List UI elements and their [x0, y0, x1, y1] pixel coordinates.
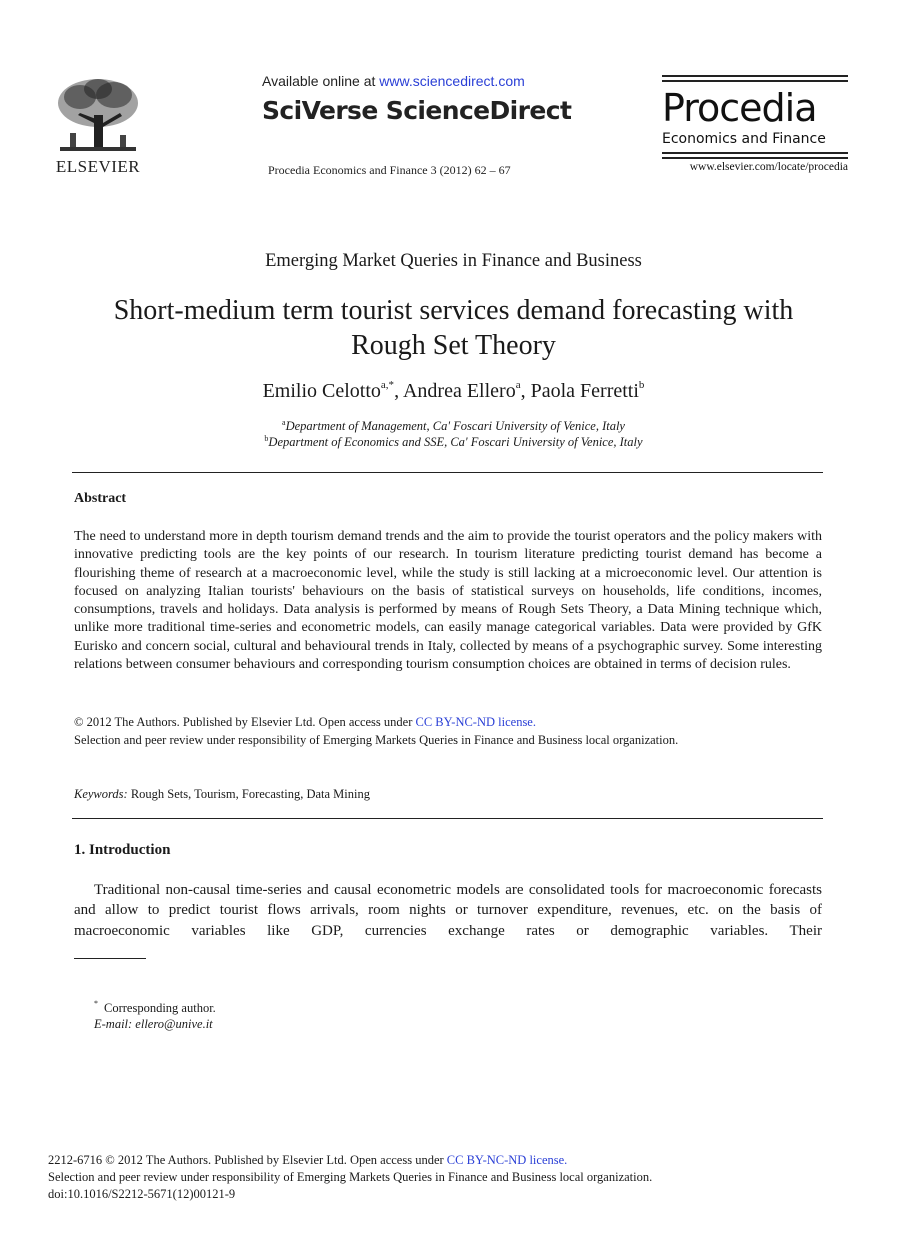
keywords-line — [74, 787, 370, 802]
license-link[interactable]: CC BY-NC-ND license. — [415, 715, 536, 729]
abstract-body: The need to understand more in depth tourism demand trends and the aim to provide the tourist operators and the policy makers with innovative predicting tools are the key points of our research. In tourism literature predicting tourist demand has become a flourishing theme of research at a macroeconomic level, while the study is still lacking at a microeconomic level. Our attention is focused on analyzing Italian tourists' behaviours on the basis of statistical surveys on households, life conditions, incomes, consumptions, travels and holidays. Data analysis is performed by means of Rough Sets Theory, a Data Mining technique which, unlike more traditional time-series and econometric models, can easily manage categorical variables. Data were provided by GfK Eurisko and concern social, cultural and behavioural trends in Italy, collected by means of a psychographic survey. Some interesting relations between consumer behaviours and corresponding tourism consumption choices are obtained in terms of decision rules. — [74, 529, 822, 673]
bottom-peer-review: Selection and peer review under responsibility of Emerging Markets Queries in Finance and Business local organization. — [48, 1170, 653, 1184]
procedia-title: Procedia — [662, 86, 817, 130]
procedia-top-rule — [662, 75, 848, 82]
doi-line[interactable]: doi:10.1016/S2212-5671(12)00121-9 — [48, 1187, 236, 1201]
affiliation-text: Department of Management, Ca' Foscari University of Venice, Italy — [285, 419, 625, 433]
introduction-body: Traditional non-causal time-series and causal econometric models are consolidated tools for macroeconomic forecasts and allow to predict tourist flows arrivals, room nights or turnover expenditure, revenues, etc. on the basis of macroeconomic variables like GDP, currencies exchange rates or demographic variables. Their — [74, 882, 822, 939]
sciencedirect-link[interactable]: www.sciencedirect.com — [379, 73, 525, 89]
journal-reference: Procedia Economics and Finance 3 (2012) 62 – 67 — [268, 163, 511, 177]
author-affiliation-mark[interactable]: a,* — [380, 379, 395, 391]
copyright-text: © 2012 The Authors. Published by Elsevier Ltd. Open access under — [74, 715, 416, 729]
procedia-journal-logo — [662, 75, 848, 173]
footnote-corresponding — [94, 999, 216, 1016]
abstract-heading: Abstract — [74, 491, 127, 506]
elsevier-wordmark: ELSEVIER — [55, 157, 141, 176]
affiliation-b — [0, 434, 907, 450]
issn-copyright-text: 2212-6716 © 2012 The Authors. Published by Elsevier Ltd. Open access under — [48, 1153, 447, 1167]
author-separator: , — [394, 380, 403, 402]
section-divider — [72, 472, 823, 473]
procedia-subtitle: Economics and Finance — [662, 131, 826, 147]
section-divider — [72, 818, 823, 819]
sciverse-sciencedirect-logo: SciVerse ScienceDirect — [262, 96, 572, 125]
elsevier-tree-icon — [50, 75, 146, 157]
available-online-line — [262, 73, 525, 89]
procedia-url[interactable]: www.elsevier.com/locate/procedia — [689, 161, 848, 173]
affiliation-mark: b — [264, 434, 269, 443]
introduction-heading: 1. Introduction — [74, 842, 171, 858]
paper-title — [60, 293, 847, 363]
paper-title-line-2: Rough Set Theory — [351, 330, 556, 361]
author-name: Emilio Celotto — [262, 380, 381, 402]
affiliation-mark: a — [282, 418, 286, 427]
license-link[interactable]: CC BY-NC-ND license. — [446, 1153, 568, 1167]
author-separator: , — [520, 380, 531, 402]
conference-name: Emerging Market Queries in Finance and Business — [265, 251, 642, 271]
affiliation-a — [0, 418, 907, 434]
procedia-bottom-rule — [662, 152, 848, 159]
footnote-mark: * — [94, 999, 98, 1008]
keywords-list: Rough Sets, Tourism, Forecasting, Data Mining — [127, 787, 370, 801]
abstract-copyright — [74, 715, 536, 730]
paper-title-line-1: Short-medium term tourist services demand forecasting with — [113, 295, 794, 326]
author-name: Andrea Ellero — [402, 380, 516, 402]
footnote-text: Corresponding author. — [104, 1001, 216, 1015]
keywords-label: Keywords: — [74, 787, 128, 801]
author-name: Paola Ferretti — [530, 380, 639, 402]
footnote-divider — [74, 958, 146, 959]
abstract-peer-review: Selection and peer review under responsibility of Emerging Markets Queries in Finance and Business local organization. — [74, 733, 679, 747]
author-list — [0, 379, 907, 403]
affiliation-text: Department of Economics and SSE, Ca' Foscari University of Venice, Italy — [268, 435, 643, 449]
footnote-email[interactable]: E-mail: ellero@unive.it — [94, 1017, 213, 1031]
author-affiliation-mark[interactable]: b — [638, 379, 645, 391]
issn-copyright-line — [48, 1153, 567, 1168]
available-prefix: Available online at — [262, 73, 380, 89]
author-affiliation-mark[interactable]: a — [515, 379, 521, 391]
